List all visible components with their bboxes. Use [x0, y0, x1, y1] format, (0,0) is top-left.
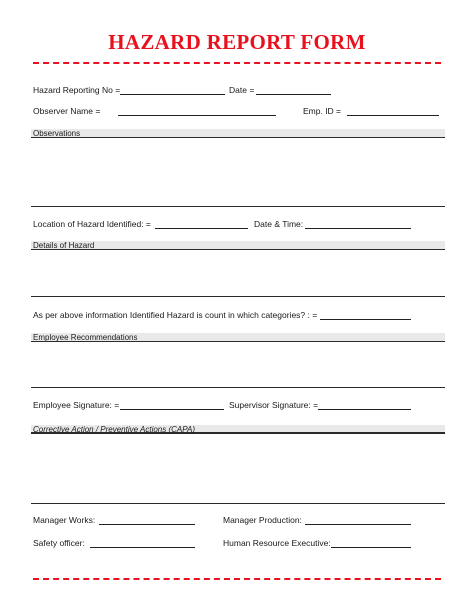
manager-production-field[interactable]: [305, 524, 411, 525]
recommendations-box-bottom: [31, 387, 445, 388]
details-box-bottom: [31, 296, 445, 297]
capa-box-bottom: [31, 503, 445, 504]
location-label: Location of Hazard Identified: =: [33, 219, 151, 229]
form-title: HAZARD REPORT FORM: [108, 30, 366, 54]
hazard-no-label: Hazard Reporting No =: [33, 85, 121, 95]
observations-box-bottom: [31, 206, 445, 207]
employee-signature-label: Employee Signature: =: [33, 400, 120, 410]
hazard-no-field[interactable]: [120, 94, 225, 95]
manager-works-label: Manager Works:: [33, 515, 96, 525]
safety-officer-field[interactable]: [90, 547, 195, 548]
footer-rule: [33, 578, 441, 580]
manager-works-field[interactable]: [99, 524, 195, 525]
emp-id-field[interactable]: [347, 115, 439, 116]
section-details-of-hazard: Details of Hazard: [31, 241, 445, 250]
section-capa: Corrective Action / Preventive Actions (CAPA): [31, 425, 445, 434]
location-field[interactable]: [155, 228, 248, 229]
hr-executive-field[interactable]: [331, 547, 411, 548]
section-observations: Observations: [31, 129, 445, 138]
supervisor-signature-field[interactable]: [318, 409, 411, 410]
category-label: As per above information Identified Hazard is count in which categories? : =: [33, 310, 318, 320]
section-employee-recommendations: Employee Recommendations: [31, 333, 445, 342]
safety-officer-label: Safety officer:: [33, 538, 85, 548]
title-underline: [33, 62, 441, 64]
employee-signature-field[interactable]: [120, 409, 224, 410]
date-label: Date =: [229, 85, 255, 95]
supervisor-signature-label: Supervisor Signature: =: [229, 400, 319, 410]
date-time-field[interactable]: [305, 228, 411, 229]
date-time-label: Date & Time:: [254, 219, 304, 229]
hr-executive-label: Human Resource Executive:: [223, 538, 331, 548]
observer-name-field[interactable]: [118, 115, 276, 116]
observer-name-label: Observer Name =: [33, 106, 101, 116]
date-field[interactable]: [256, 94, 331, 95]
manager-production-label: Manager Production:: [223, 515, 302, 525]
category-field[interactable]: [320, 319, 411, 320]
emp-id-label: Emp. ID =: [303, 106, 342, 116]
